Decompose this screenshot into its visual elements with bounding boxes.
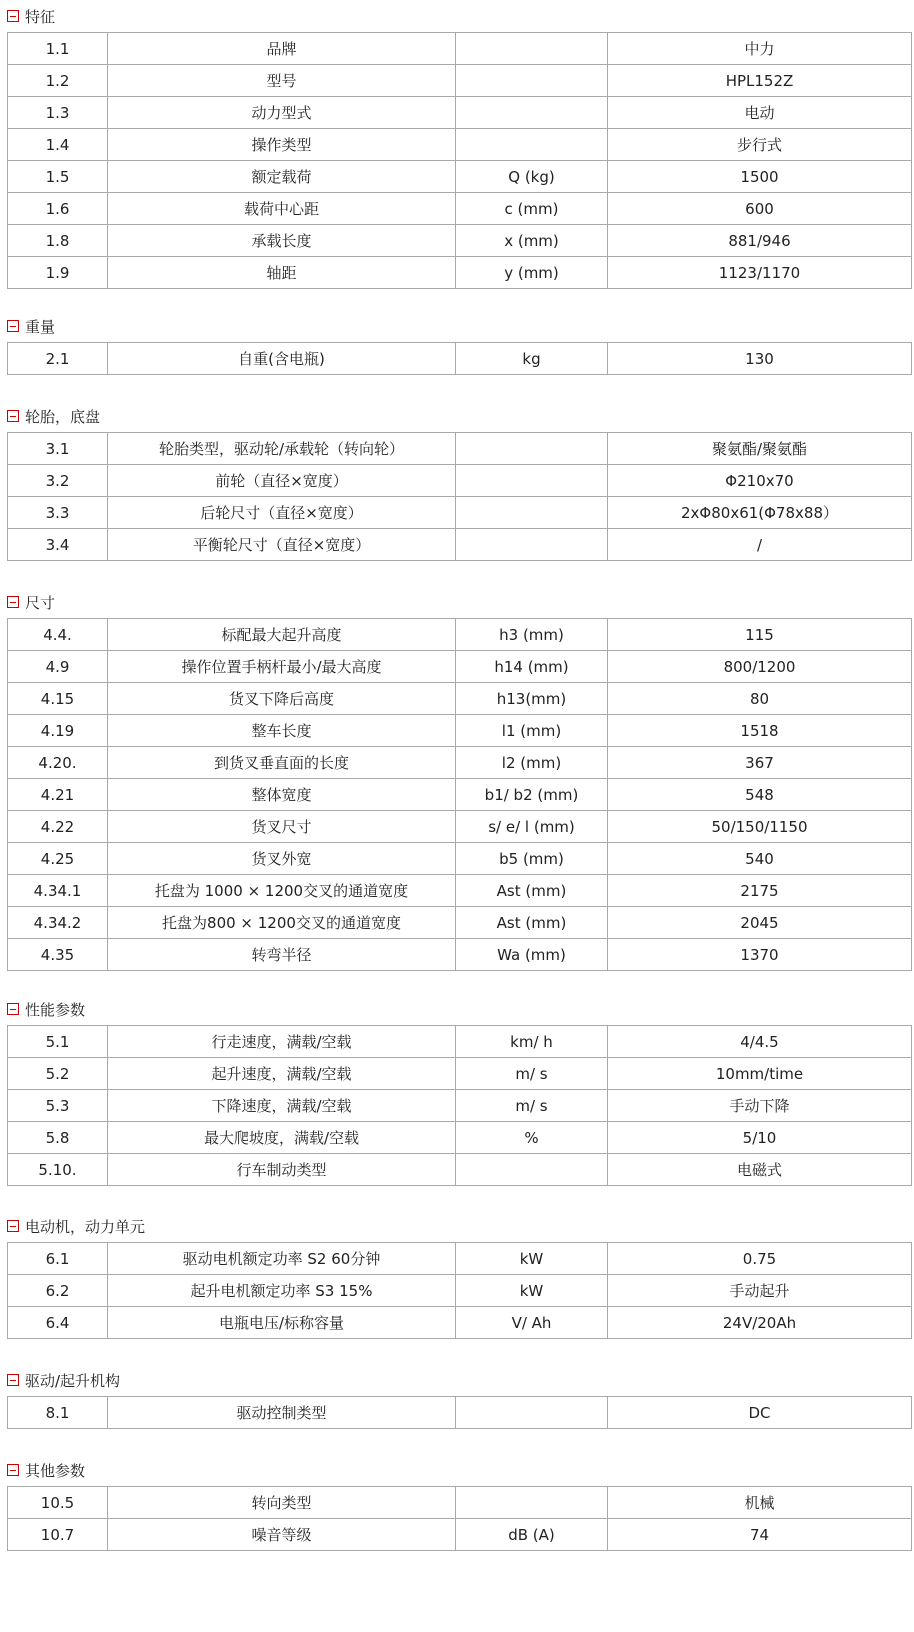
collapse-minus-icon[interactable] (7, 1003, 19, 1015)
spec-unit: s/ e/ l (mm) (456, 811, 608, 843)
spec-unit: dB (A) (456, 1519, 608, 1551)
spec-table (7, 32, 912, 289)
spec-code: 3.2 (8, 465, 108, 497)
spec-value: DC (608, 1397, 912, 1429)
section-title: 特征 (25, 7, 56, 26)
spec-code: 3.1 (8, 433, 108, 465)
spec-code: 10.5 (8, 1487, 108, 1519)
spec-name: 下降速度，满载/空载 (108, 1090, 456, 1122)
section-header[interactable] (7, 1210, 911, 1242)
spec-code: 4.34.1 (8, 875, 108, 907)
spec-unit: h14 (mm) (456, 651, 608, 683)
section-title: 性能参数 (25, 1000, 86, 1019)
spec-value: 2045 (608, 907, 912, 939)
spec-unit (456, 1397, 608, 1429)
table-row (8, 193, 912, 225)
spec-code: 4.15 (8, 683, 108, 715)
spec-code: 6.4 (8, 1307, 108, 1339)
spec-code: 4.35 (8, 939, 108, 971)
spec-unit: Ast (mm) (456, 907, 608, 939)
spec-unit: m/ s (456, 1090, 608, 1122)
spec-table (7, 618, 912, 971)
table-row (8, 97, 912, 129)
spec-section (7, 310, 911, 375)
collapse-minus-icon[interactable] (7, 10, 19, 22)
spec-unit: V/ Ah (456, 1307, 608, 1339)
spec-unit: kg (456, 343, 608, 375)
table-row (8, 465, 912, 497)
spec-value: 聚氨酯/聚氨酯 (608, 433, 912, 465)
spec-value: 367 (608, 747, 912, 779)
spec-code: 4.9 (8, 651, 108, 683)
spec-unit: x (mm) (456, 225, 608, 257)
spec-name: 载荷中心距 (108, 193, 456, 225)
spec-code: 1.8 (8, 225, 108, 257)
section-title: 其他参数 (25, 1461, 86, 1480)
section-title: 电动机，动力单元 (25, 1217, 146, 1236)
spec-name: 整体宽度 (108, 779, 456, 811)
spec-table (7, 342, 912, 375)
spec-name: 型号 (108, 65, 456, 97)
table-row (8, 1487, 912, 1519)
spec-unit: % (456, 1122, 608, 1154)
spec-code: 4.19 (8, 715, 108, 747)
spec-name: 标配最大起升高度 (108, 619, 456, 651)
table-row (8, 529, 912, 561)
spec-unit (456, 433, 608, 465)
collapse-minus-icon[interactable] (7, 1464, 19, 1476)
section-title: 重量 (25, 317, 56, 336)
spec-unit: l1 (mm) (456, 715, 608, 747)
spec-unit: c (mm) (456, 193, 608, 225)
spec-value: 1518 (608, 715, 912, 747)
table-row (8, 1397, 912, 1429)
spec-unit (456, 65, 608, 97)
collapse-minus-icon[interactable] (7, 410, 19, 422)
spec-name: 操作类型 (108, 129, 456, 161)
spec-name: 货叉尺寸 (108, 811, 456, 843)
spec-value: 24V/20Ah (608, 1307, 912, 1339)
spec-code: 4.34.2 (8, 907, 108, 939)
table-row (8, 651, 912, 683)
table-row (8, 129, 912, 161)
spec-code: 3.3 (8, 497, 108, 529)
spec-code: 5.8 (8, 1122, 108, 1154)
spec-unit (456, 1487, 608, 1519)
spec-code: 1.4 (8, 129, 108, 161)
table-row (8, 683, 912, 715)
spec-name: 行走速度，满载/空载 (108, 1026, 456, 1058)
section-header[interactable] (7, 400, 911, 432)
table-row (8, 1307, 912, 1339)
spec-value: 74 (608, 1519, 912, 1551)
spec-table (7, 1396, 912, 1429)
section-header[interactable] (7, 993, 911, 1025)
table-row (8, 1243, 912, 1275)
spec-unit: h3 (mm) (456, 619, 608, 651)
spec-table (7, 1242, 912, 1339)
spec-name: 托盘为800 × 1200交叉的通道宽度 (108, 907, 456, 939)
spec-code: 6.1 (8, 1243, 108, 1275)
spec-value: 1123/1170 (608, 257, 912, 289)
spec-unit: m/ s (456, 1058, 608, 1090)
table-row (8, 747, 912, 779)
spec-value: 机械 (608, 1487, 912, 1519)
table-row (8, 779, 912, 811)
table-row (8, 619, 912, 651)
spec-value: 步行式 (608, 129, 912, 161)
collapse-minus-icon[interactable] (7, 1220, 19, 1232)
spec-section (7, 0, 911, 289)
spec-code: 5.1 (8, 1026, 108, 1058)
spec-value: 2175 (608, 875, 912, 907)
spec-name: 噪音等级 (108, 1519, 456, 1551)
spec-name: 电瓶电压/标称容量 (108, 1307, 456, 1339)
spec-name: 托盘为 1000 × 1200交叉的通道宽度 (108, 875, 456, 907)
spec-code: 2.1 (8, 343, 108, 375)
section-title: 尺寸 (25, 593, 56, 612)
spec-name: 动力型式 (108, 97, 456, 129)
spec-name: 前轮（直径×宽度） (108, 465, 456, 497)
spec-value: 10mm/time (608, 1058, 912, 1090)
spec-unit (456, 529, 608, 561)
spec-section (7, 1210, 911, 1339)
table-row (8, 497, 912, 529)
spec-unit (456, 497, 608, 529)
section-header[interactable] (7, 0, 911, 32)
spec-unit: b5 (mm) (456, 843, 608, 875)
spec-name: 驱动电机额定功率 S2 60分钟 (108, 1243, 456, 1275)
spec-code: 1.9 (8, 257, 108, 289)
spec-unit (456, 1154, 608, 1186)
spec-section (7, 586, 911, 971)
collapse-minus-icon[interactable] (7, 320, 19, 332)
spec-code: 1.5 (8, 161, 108, 193)
spec-code: 1.6 (8, 193, 108, 225)
spec-value: 600 (608, 193, 912, 225)
spec-name: 轴距 (108, 257, 456, 289)
table-row (8, 161, 912, 193)
table-row (8, 65, 912, 97)
section-header[interactable] (7, 1364, 911, 1396)
spec-name: 后轮尺寸（直径×宽度） (108, 497, 456, 529)
table-row (8, 939, 912, 971)
spec-unit: kW (456, 1275, 608, 1307)
spec-value: 800/1200 (608, 651, 912, 683)
spec-unit: h13(mm) (456, 683, 608, 715)
spec-code: 5.3 (8, 1090, 108, 1122)
spec-name: 转弯半径 (108, 939, 456, 971)
spec-name: 最大爬坡度，满载/空载 (108, 1122, 456, 1154)
table-row (8, 1154, 912, 1186)
spec-unit: Wa (mm) (456, 939, 608, 971)
collapse-minus-icon[interactable] (7, 596, 19, 608)
spec-value: 881/946 (608, 225, 912, 257)
spec-code: 5.2 (8, 1058, 108, 1090)
spec-code: 6.2 (8, 1275, 108, 1307)
collapse-minus-icon[interactable] (7, 1374, 19, 1386)
table-row (8, 433, 912, 465)
spec-value: 电动 (608, 97, 912, 129)
section-title: 轮胎，底盘 (25, 407, 101, 426)
spec-value: Φ210x70 (608, 465, 912, 497)
spec-code: 4.4. (8, 619, 108, 651)
spec-code: 1.1 (8, 33, 108, 65)
spec-unit: b1/ b2 (mm) (456, 779, 608, 811)
spec-code: 4.25 (8, 843, 108, 875)
spec-value: 5/10 (608, 1122, 912, 1154)
spec-value: 115 (608, 619, 912, 651)
spec-value: 中力 (608, 33, 912, 65)
spec-code: 4.22 (8, 811, 108, 843)
table-row (8, 843, 912, 875)
table-row (8, 1026, 912, 1058)
spec-unit: y (mm) (456, 257, 608, 289)
spec-name: 额定载荷 (108, 161, 456, 193)
spec-name: 自重(含电瓶) (108, 343, 456, 375)
spec-name: 货叉外宽 (108, 843, 456, 875)
spec-value: 80 (608, 683, 912, 715)
table-row (8, 1058, 912, 1090)
spec-code: 8.1 (8, 1397, 108, 1429)
spec-value: 1500 (608, 161, 912, 193)
spec-value: 540 (608, 843, 912, 875)
spec-code: 4.21 (8, 779, 108, 811)
spec-unit (456, 129, 608, 161)
spec-value: 0.75 (608, 1243, 912, 1275)
spec-name: 起升电机额定功率 S3 15% (108, 1275, 456, 1307)
spec-name: 品牌 (108, 33, 456, 65)
spec-value: 电磁式 (608, 1154, 912, 1186)
spec-name: 操作位置手柄杆最小/最大高度 (108, 651, 456, 683)
spec-value: 130 (608, 343, 912, 375)
table-row (8, 343, 912, 375)
spec-code: 1.2 (8, 65, 108, 97)
spec-table (7, 1025, 912, 1186)
table-row (8, 1275, 912, 1307)
spec-name: 平衡轮尺寸（直径×宽度） (108, 529, 456, 561)
table-row (8, 1519, 912, 1551)
section-header[interactable] (7, 1454, 911, 1486)
section-header[interactable] (7, 310, 911, 342)
spec-name: 轮胎类型，驱动轮/承载轮（转向轮） (108, 433, 456, 465)
section-header[interactable] (7, 586, 911, 618)
spec-value: / (608, 529, 912, 561)
spec-name: 承载长度 (108, 225, 456, 257)
spec-table (7, 432, 912, 561)
spec-value: 548 (608, 779, 912, 811)
spec-name: 到货叉垂直面的长度 (108, 747, 456, 779)
spec-code: 5.10. (8, 1154, 108, 1186)
table-row (8, 33, 912, 65)
spec-value: 2xΦ80x61(Φ78x88） (608, 497, 912, 529)
spec-value: HPL152Z (608, 65, 912, 97)
spec-value: 手动下降 (608, 1090, 912, 1122)
spec-unit: Ast (mm) (456, 875, 608, 907)
spec-name: 整车长度 (108, 715, 456, 747)
table-row (8, 257, 912, 289)
spec-name: 起升速度，满载/空载 (108, 1058, 456, 1090)
spec-section (7, 993, 911, 1186)
spec-code: 10.7 (8, 1519, 108, 1551)
spec-section (7, 400, 911, 561)
spec-table (7, 1486, 912, 1551)
spec-value: 4/4.5 (608, 1026, 912, 1058)
spec-code: 4.20. (8, 747, 108, 779)
spec-section (7, 1454, 911, 1551)
spec-unit: l2 (mm) (456, 747, 608, 779)
spec-unit (456, 97, 608, 129)
spec-name: 驱动控制类型 (108, 1397, 456, 1429)
table-row (8, 715, 912, 747)
spec-unit: kW (456, 1243, 608, 1275)
spec-unit (456, 465, 608, 497)
spec-value: 50/150/1150 (608, 811, 912, 843)
table-row (8, 1122, 912, 1154)
section-title: 驱动/起升机构 (25, 1371, 121, 1390)
table-row (8, 907, 912, 939)
spec-unit: Q (kg) (456, 161, 608, 193)
spec-name: 货叉下降后高度 (108, 683, 456, 715)
spec-code: 1.3 (8, 97, 108, 129)
spec-name: 行车制动类型 (108, 1154, 456, 1186)
table-row (8, 1090, 912, 1122)
table-row (8, 875, 912, 907)
spec-value: 手动起升 (608, 1275, 912, 1307)
table-row (8, 225, 912, 257)
spec-section (7, 1364, 911, 1429)
spec-code: 3.4 (8, 529, 108, 561)
spec-name: 转向类型 (108, 1487, 456, 1519)
spec-unit (456, 33, 608, 65)
spec-unit: km/ h (456, 1026, 608, 1058)
table-row (8, 811, 912, 843)
spec-value: 1370 (608, 939, 912, 971)
